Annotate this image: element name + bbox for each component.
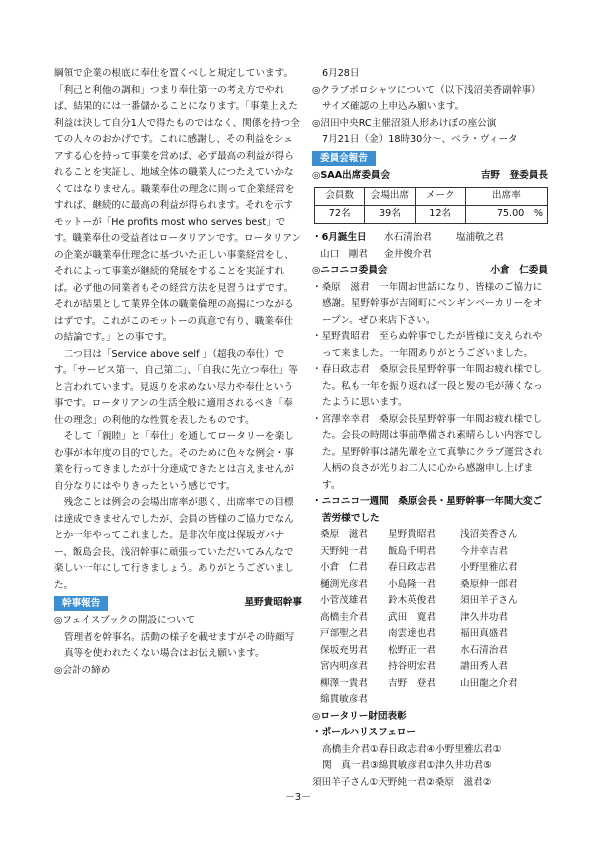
kanji-item-accounting: ◎会計の締め (54, 664, 111, 676)
paul-harris-title: ・ポールハリスフェロー (312, 727, 416, 738)
saa-person: 吉野 登委員長 (480, 169, 548, 181)
niko-week-title: ・ニコニコ一週間 桑原会長・星野幹事一年間大変ご苦労様でした (312, 496, 543, 524)
niko-week-name: 戸部聖之君 (320, 628, 368, 639)
niko-week-name: 小倉 仁君 (320, 562, 368, 573)
niko-week-name: 武田 寛君 (388, 611, 436, 623)
niko-week-name: 持谷明宏君 (388, 661, 436, 672)
paragraph-fellowship: そして「親睦」と「奉仕」を通してロータリーを楽しむ事が本年度の目的でした。そのために色々な例会・事業を行ってきましたが十分達成できたとは言えませんが自分なりにはやりきったという感じです。 (54, 431, 294, 492)
birthday-name: 金井俊介君 (384, 248, 432, 260)
header-members: 会員数 (315, 188, 365, 206)
niko-item: ・宮澤幸幸君 桑原会長星野幹事一年間お疲れ様でした。会長の時間は事前準備され素晴らしい内容でした。星野幹事は諸先輩を立て真摯にクラブ運営され人柄の良さが光りお二人に心から感謝申し上げます。 (312, 413, 543, 491)
niko-week-name: 浅沼美香さん (460, 529, 518, 540)
committee-report-header (312, 150, 548, 167)
paragraph-closing: 残念ことは例会の会場出席率が悪く、出席率での目標は達成できませんでしたが、会員の皆様のご協力でなんとか一年やってこれました。是非次年度は保坂ガバナー、飯島会長、浅沼幹事に頑張っていただいてみんなで楽しい一年にして行きましょう。ありがとうございました。 (54, 497, 294, 591)
niko-week-name: 南雲達也君 (388, 628, 436, 639)
kanji-report-tag: 幹事報告 (54, 596, 108, 611)
niko-week-name: 天野純一君 (320, 545, 368, 557)
niko-person: 小倉 仁委員 (490, 265, 548, 276)
niko-week-name: 水石清治君 (460, 644, 508, 656)
niko-week-name: 福田真盛君 (460, 628, 508, 639)
niko-item: ・桑原 滋君 一年間お世話になり、皆様のご協力に感謝。星野幹事が吉岡町にベンギンベーカリーをオープン。ぜひ来店下さい。 (312, 281, 543, 326)
polo-shirt-detail: サイズ確認の上申込み願います。 (322, 101, 465, 112)
niko-item: ・星野貴昭君 至らぬ幹事でしたが皆様に支えられやって来ました。一年間ありがとうございました。 (312, 331, 543, 359)
value-attendance-rate: 75.00 % (465, 206, 547, 224)
niko-week-name: 桑原伸一郎君 (460, 578, 518, 590)
paul-harris-line: 須田羊子さん①天野純一君②桑原 滋君② (312, 776, 492, 788)
kanji-report-header (54, 595, 302, 612)
niko-week-name: 須田羊子さん (460, 595, 518, 606)
foundation-title: ◎ロータリー財団表彰 (312, 710, 407, 722)
paul-harris-line: 関 真一君③綿貫敏彦君①津久井功君⑤ (322, 760, 492, 771)
niko-header (312, 263, 548, 280)
paragraph-service-above-self: 二つ目は「Service above self 」（超我の奉仕）です。「サービス第一、自己第二」、「自我に先立つ奉仕」等と言われています。見返りを求めない尽力や奉仕という事です。ロータリアンの生活全般に適用されるべき「奉仕の理念」の利他的な性質を表したものです。 (54, 348, 298, 426)
niko-week-name: 飯島千明君 (388, 545, 436, 557)
left-column (54, 66, 302, 679)
polo-shirt-item: ◎クラブポロシャツについて（以下浅沼美香副幹事） (312, 84, 541, 96)
niko-week-name: 譜田秀人君 (460, 661, 508, 672)
saa-header (312, 168, 548, 185)
header-makeup: メーク (415, 188, 465, 206)
puppet-show-item: ◎沼田中央RC主催沼須人形あけぼの座公演 (312, 117, 497, 129)
niko-title: ◎ニコニコ委員会 (312, 265, 388, 276)
attendance-value-row (315, 206, 548, 224)
niko-week-name: 桑原 滋君 (320, 529, 368, 540)
page-number: －3－ (284, 792, 312, 803)
niko-week-name: 星野貴昭君 (388, 529, 436, 540)
paragraph-vocational-service: 綱領で企業の根底に奉仕を置くべしと規定しています。「利己と利他の調和」つまり奉仕第一の考え方でやれば、結果的には一番儲かることになります。「事業上えた利益は決して自分1人で得たものではなく、関係を持つ全ての人々のおかげです。これに感謝し、その利益をシェアする心を持って事業を営めば、必ず最高の利益が得られることを実証し、地域全体の職業人につたえていかなくてはなりません。職業奉仕の理念に則って企業経営をすれば、継続的に最高の利益が得られます。それを示すモットーが「He profits most who serves best」です。職業奉仕の受益者はロータリアンです。ロータリアンの企業が職業奉仕理念に基づいた正しい事業経営をし、それによって事業が継続的発展をすることを実証すれば。必ず他の同業者もその経営方法を見習うはずです。それが結果として業界全体の職業倫理の高揚につながるはずです。これがこのモットーの真意で有り、職業奉仕の結論です。」との事です。 (54, 68, 302, 343)
niko-week-name: 保坂充男君 (320, 644, 368, 656)
niko-week-name: 高橋圭介君 (320, 611, 368, 623)
attendance-table (314, 187, 548, 224)
niko-week-name: 宮内明彦君 (320, 661, 368, 672)
right-column (312, 66, 548, 791)
value-makeup: 12名 (415, 206, 465, 224)
niko-week-name (460, 692, 556, 709)
niko-week-name: 小島隆一君 (388, 578, 436, 590)
niko-week-name: 春日政志君 (388, 562, 436, 573)
committee-report-tag: 委員会報告 (312, 151, 376, 166)
niko-week-name: 樋渕光彦君 (320, 578, 368, 590)
header-attendance-rate: 出席率 (465, 188, 547, 206)
kanji-item-facebook-detail: 管理者を幹事名。活動の様子を載せますがその時顔写真等を使われたくない場合はお伝え願います。 (64, 631, 295, 659)
kanji-item-facebook: ◎フェイスブックの開設について (54, 615, 196, 626)
value-members: 72名 (315, 206, 365, 224)
paul-harris-line: 高橋圭介君①春日政志君④小野里雅広君① (322, 743, 502, 755)
niko-week-name: 綿貫敏彦君 (320, 694, 368, 705)
date-line: 6月28日 (322, 68, 360, 79)
niko-week-name: 吉野 登君 (388, 677, 436, 689)
puppet-show-detail: 7月21日（金）18時30分～、ベラ・ヴィータ (322, 134, 518, 145)
niko-week-name: 津久井功君 (460, 611, 508, 623)
saa-title: ◎SAA出席委員会 (312, 169, 391, 181)
niko-week-name: 今井幸吉君 (460, 545, 508, 557)
niko-item: ・春日政志君 桑原会長星野幹事一年間お疲れ様でした。私も一年を振り返れば一段と髪の毛が薄くなったように思います。 (312, 364, 543, 408)
niko-week-name: 小野里雅広君 (460, 562, 518, 573)
niko-week-name: 柳澤一貴君 (320, 677, 368, 689)
value-venue-attendance: 39名 (365, 206, 415, 224)
niko-week-name: 小菅茂雄君 (320, 595, 368, 606)
niko-week-names (312, 527, 548, 709)
birthday-name: 塩浦敬之君 (456, 232, 504, 243)
birthday-name: 水石清治君 (384, 232, 432, 243)
kanji-report-reporter: 星野貴昭幹事 (244, 597, 302, 609)
niko-week-name: 山田龍之介君 (460, 677, 518, 689)
niko-week-name: 松野正一君 (388, 644, 436, 656)
niko-week-name (388, 692, 460, 709)
header-venue-attendance: 会場出席 (365, 188, 415, 206)
attendance-header-row (315, 188, 548, 206)
niko-week-name: 鈴木英俊君 (388, 595, 436, 606)
birthday-block (312, 230, 548, 263)
birthday-label: ・6月誕生日 (312, 232, 367, 243)
birthday-name: 山口 剛君 (320, 248, 368, 260)
